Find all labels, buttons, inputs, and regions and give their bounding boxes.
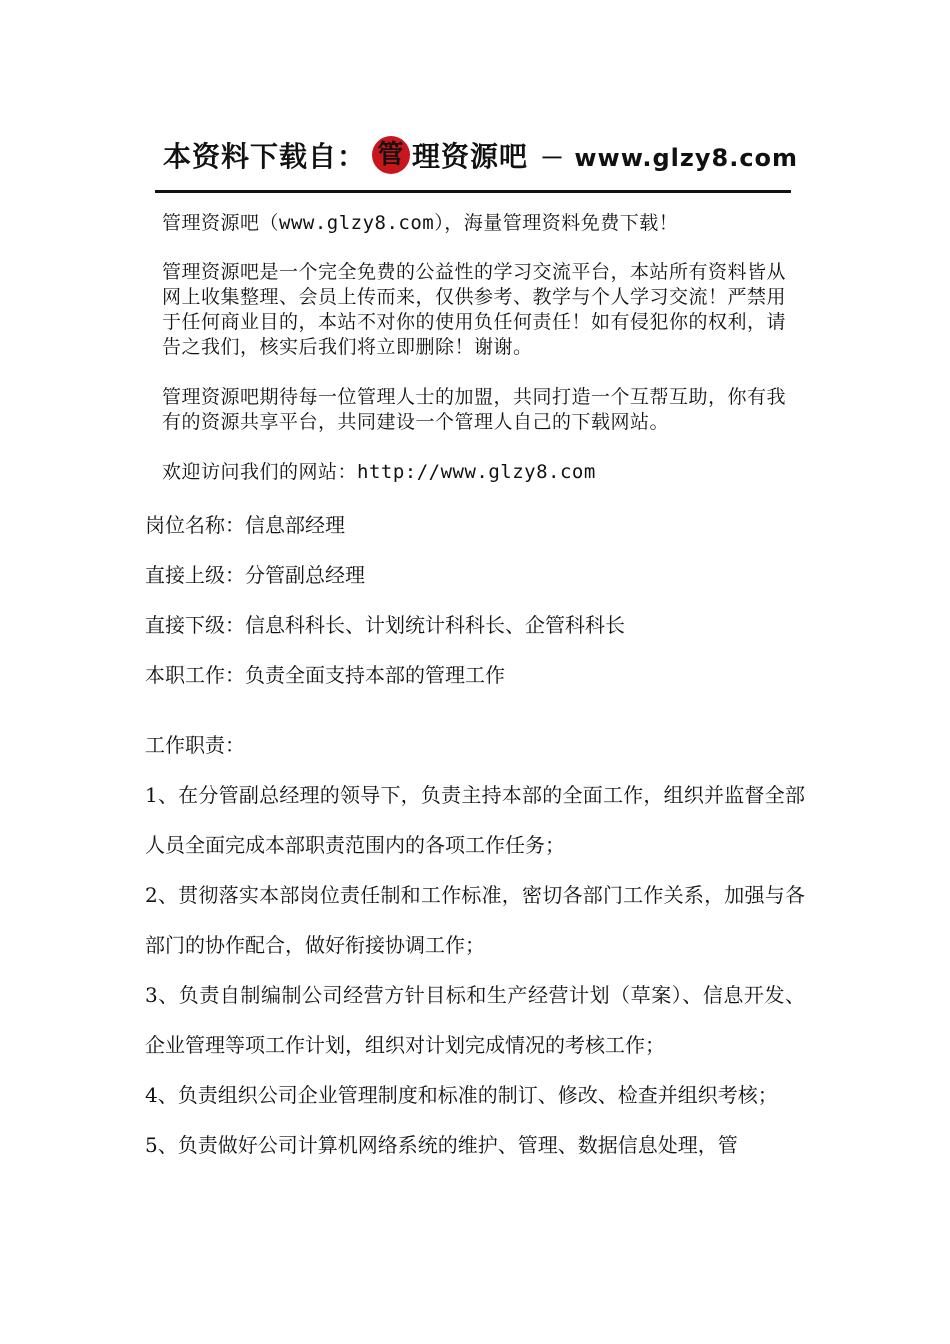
job-title: 岗位名称：信息部经理 <box>145 513 345 537</box>
main-work: 本职工作：负责全面支持本部的管理工作 <box>145 663 505 687</box>
duties-heading: 工作职责： <box>145 733 245 757</box>
banner-site-url: － www.glzy8.com <box>540 143 799 172</box>
banner-disclaimer: 管理资源吧是一个完全免费的公益性的学习交流平台，本站所有资料皆从网上收集整理、会员上传而来，仅供参考、教学与个人学习交流！严禁用于任何商业目的，本站不对你的使用负任何责任！如有侵犯你的权利，请告之我们，核实后我们将立即删除！谢谢。 <box>162 261 787 358</box>
duty-item-3: 3、负责自制编制公司经营方针目标和生产经营计划（草案）、信息开发、企业管理等项工作计划，组织对计划完成情况的考核工作； <box>145 983 805 1057</box>
download-banner <box>0 0 950 500</box>
site-logo-icon: 管 <box>372 136 410 174</box>
section-gap <box>145 700 805 720</box>
banner-welcome: 欢迎访问我们的网站：http://www.glzy8.com <box>162 461 596 483</box>
banner-invitation: 管理资源吧期待每一位管理人士的加盟，共同打造一个互帮互助，你有我有的资源共享平台，共同建设一个管理人自己的下载网站。 <box>162 386 787 433</box>
duty-item-4: 4、负责组织公司企业管理制度和标准的制订、修改、检查并组织考核； <box>145 1083 778 1107</box>
duty-item-5: 5、负责做好公司计算机网络系统的维护、管理、数据信息处理，管 <box>145 1133 738 1157</box>
direct-superior: 直接上级：分管副总经理 <box>145 563 365 587</box>
job-description <box>145 500 805 1170</box>
banner-title-prefix: 本资料下载自： <box>163 140 367 173</box>
duty-item-1: 1、在分管副总经理的领导下，负责主持本部的全面工作，组织并监督全部人员全面完成本部职责范围内的各项工作任务； <box>145 783 805 857</box>
banner-divider <box>155 190 791 193</box>
direct-subordinates: 直接下级：信息科科长、计划统计科科长、企管科科长 <box>145 613 625 637</box>
banner-site-name: 理资源吧 <box>412 140 529 173</box>
banner-intro: 管理资源吧（www.glzy8.com），海量管理资料免费下载！ <box>162 212 679 234</box>
duty-item-2: 2、贯彻落实本部岗位责任制和工作标准，密切各部门工作关系，加强与各部门的协作配合，做好衔接协调工作； <box>145 883 805 957</box>
banner-title <box>163 132 798 178</box>
